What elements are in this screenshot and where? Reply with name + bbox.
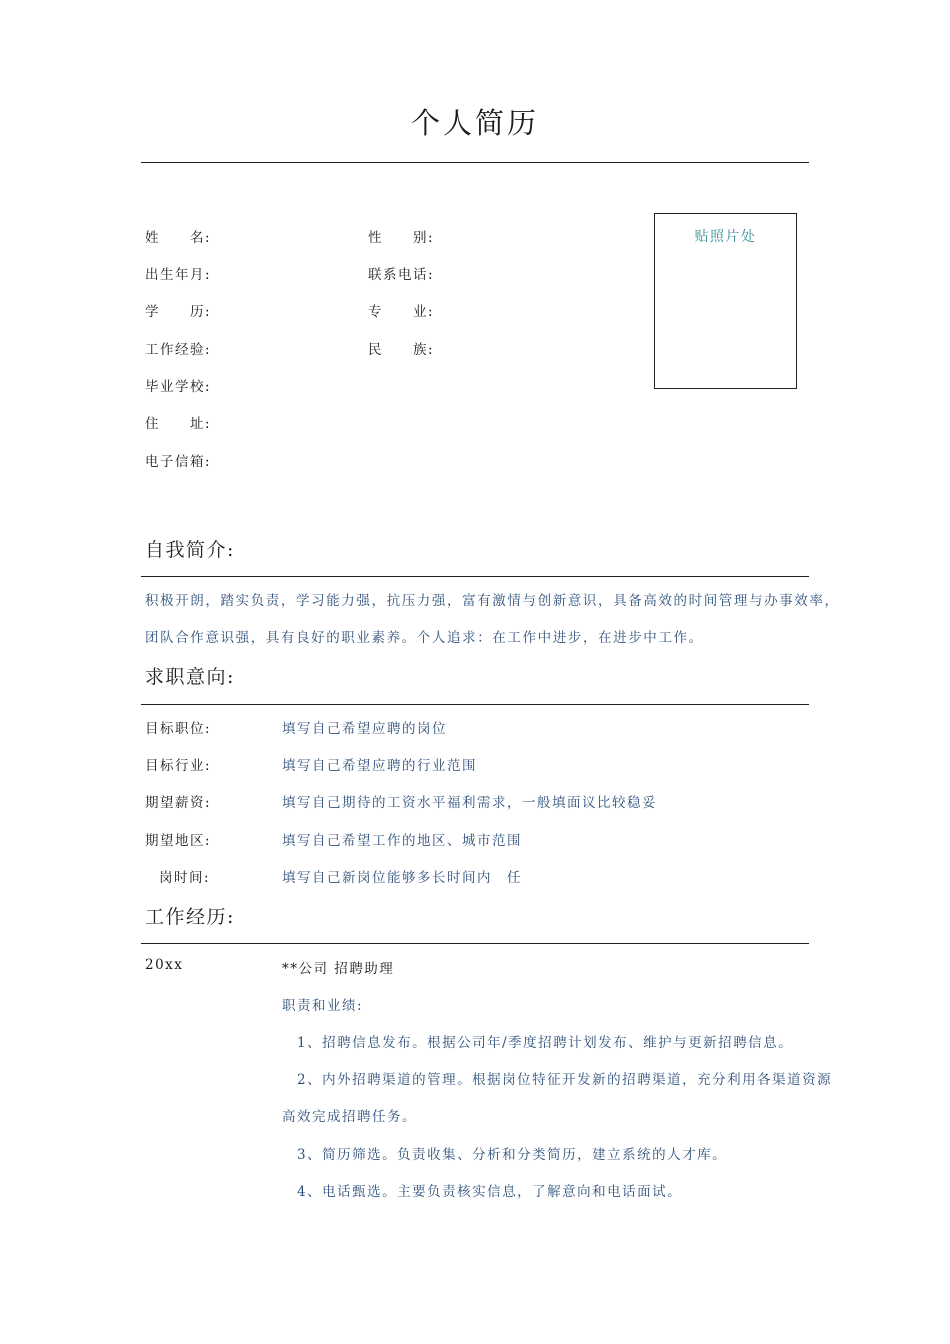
- company-role: **公司 招聘助理: [282, 961, 395, 977]
- self-intro-divider: [141, 576, 809, 577]
- job-intent-divider: [141, 704, 809, 705]
- duty-item-continuation: 高效完成招聘任务。: [282, 1109, 417, 1125]
- work-history-heading: 工作经历:: [145, 906, 235, 928]
- photo-placeholder-box: [654, 213, 797, 389]
- job-intent-heading: 求职意向:: [145, 666, 235, 688]
- gender-label: 性 别:: [368, 230, 435, 246]
- target-industry-label: 目标行业:: [145, 758, 212, 774]
- self-intro-heading: 自我简介:: [145, 539, 235, 561]
- work-history-divider: [141, 943, 809, 944]
- page-title: 个人简历: [410, 106, 539, 140]
- start-time-label: 岗时间:: [159, 870, 211, 886]
- title-divider: [141, 162, 809, 163]
- self-intro-line: 积极开朗，踏实负责，学习能力强，抗压力强，富有激情与创新意识，具备高效的时间管理与办事效率，: [145, 593, 840, 609]
- duty-item: 3、简历筛选。负责收集、分析和分类简历，建立系统的人才库。: [297, 1147, 728, 1163]
- duty-item: 1、招聘信息发布。根据公司年/季度招聘计划发布、维护与更新招聘信息。: [297, 1035, 794, 1051]
- expected-region-label: 期望地区:: [145, 833, 212, 849]
- email-label: 电子信箱:: [145, 454, 212, 470]
- experience-label: 工作经验:: [145, 342, 212, 358]
- self-intro-line: 团队合作意识强，具有良好的职业素养。个人追求：在工作中进步，在进步中工作。: [145, 630, 704, 646]
- major-label: 专 业:: [368, 304, 435, 320]
- start-time-value: 填写自己新岗位能够多长时间内 任: [282, 870, 522, 886]
- photo-placeholder-text: 贴照片处: [694, 229, 757, 245]
- duty-item: 2、内外招聘渠道的管理。根据岗位特征开发新的招聘渠道，充分利用各渠道资源: [297, 1072, 833, 1088]
- target-position-value: 填写自己希望应聘的岗位: [282, 721, 447, 737]
- expected-region-value: 填写自己希望工作的地区、城市范围: [282, 833, 522, 849]
- address-label: 住 址:: [145, 416, 212, 432]
- target-industry-value: 填写自己希望应聘的行业范围: [282, 758, 477, 774]
- education-label: 学 历:: [145, 304, 212, 320]
- name-label: 姓 名:: [145, 230, 212, 246]
- work-year: 20xx: [145, 957, 184, 973]
- school-label: 毕业学校:: [145, 379, 212, 395]
- duties-label: 职责和业绩:: [282, 998, 364, 1014]
- phone-label: 联系电话:: [368, 267, 435, 283]
- birth-label: 出生年月:: [145, 267, 212, 283]
- ethnicity-label: 民 族:: [368, 342, 435, 358]
- expected-salary-label: 期望薪资:: [145, 795, 212, 811]
- duty-item: 4、电话甄选。主要负责核实信息，了解意向和电话面试。: [297, 1184, 683, 1200]
- target-position-label: 目标职位:: [145, 721, 212, 737]
- expected-salary-value: 填写自己期待的工资水平福利需求，一般填面议比较稳妥: [282, 795, 657, 811]
